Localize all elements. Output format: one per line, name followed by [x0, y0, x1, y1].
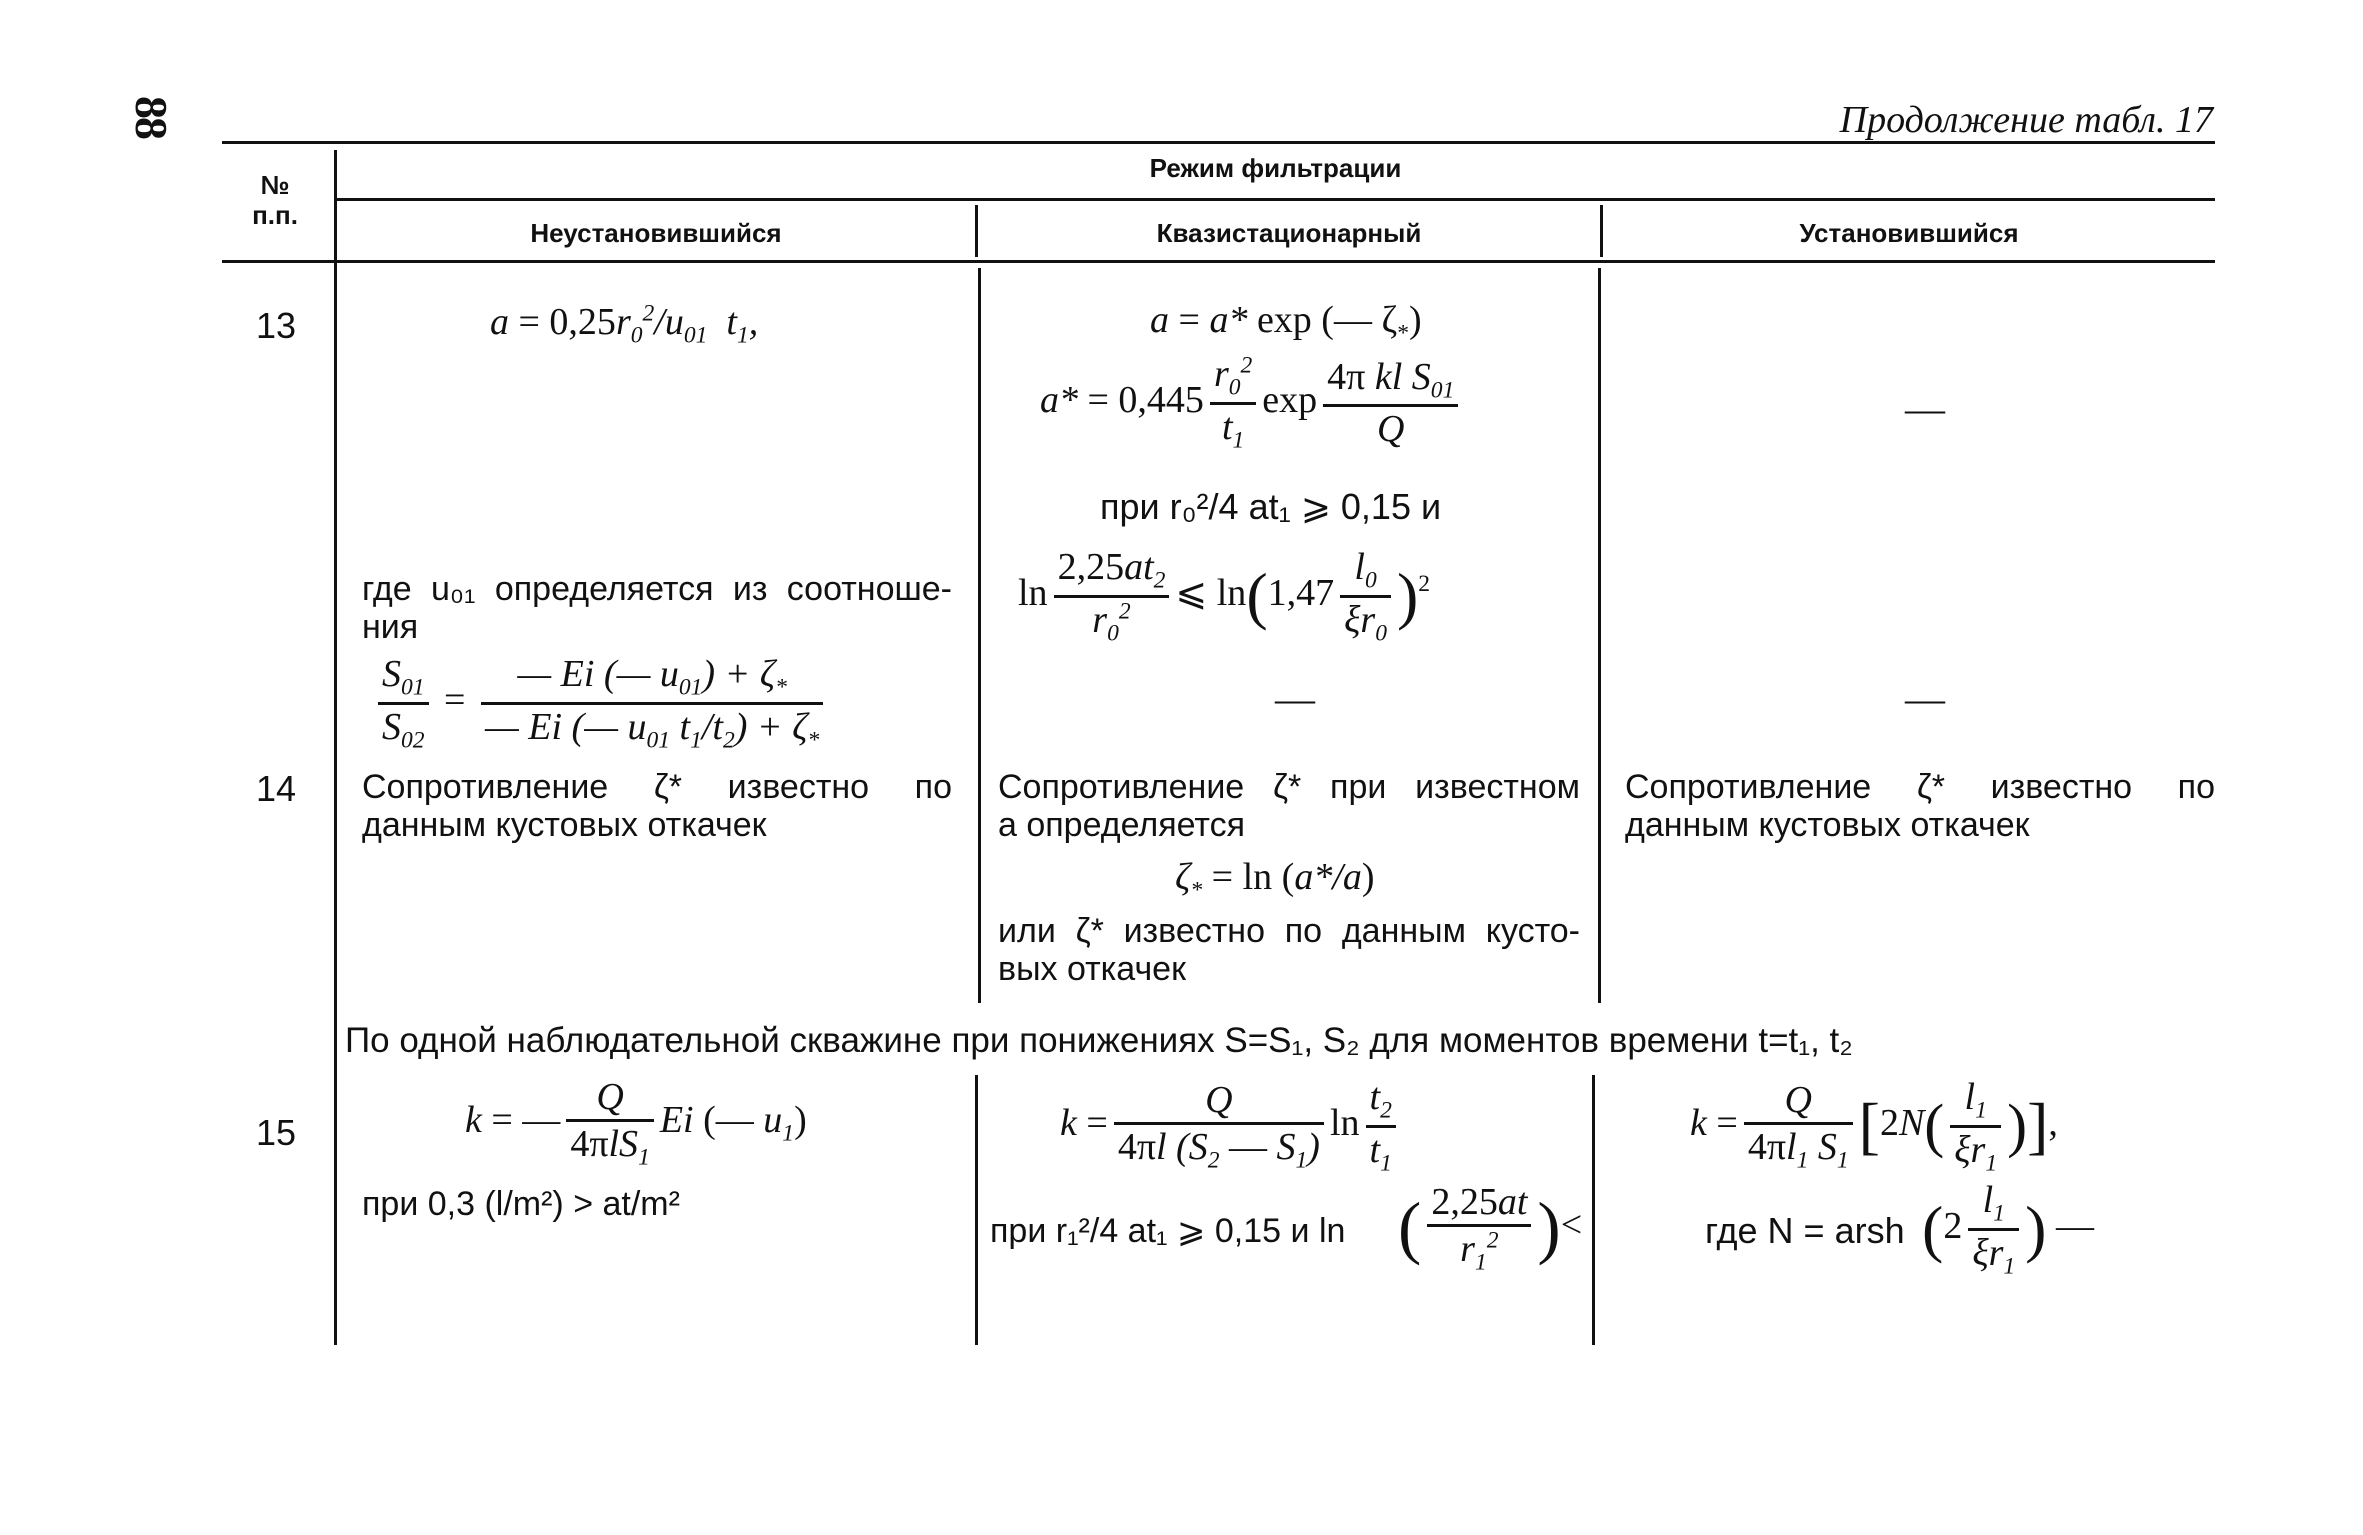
row-13-condition: при r₀²/4 at₁ ⩾ 0,15 и — [1100, 486, 1442, 527]
row-13-formula-ln: ln $\frac{2,25at_2}{r_0^2}$ ⩽ ln(1,47 $\frac{l_0}{\xi r_0}$ )$^2$ — [1018, 546, 1431, 647]
regime-rule — [336, 198, 2215, 201]
row-14-quasi-line-3: или ζ* известно по данным кусто- — [998, 912, 1580, 950]
row-14-quasi-line-1: Сопротивление ζ* при известном — [998, 768, 1580, 806]
row-14-formula-zeta: $\zeta_* = \ln (a*/a)$ — [1175, 856, 1375, 904]
row-13-formula-a: $a = 0,25r_0^2/u_{01}$ $t_1$, — [490, 300, 759, 349]
row-14-unsteady-line-2: данным кустовых откачек — [362, 806, 767, 844]
row-15-quasi-condition-frac: ( $\frac{2,25at}{r_1^2}$ )< — [1398, 1181, 1583, 1276]
row-14-quasi-line-2: a определяется — [998, 806, 1245, 844]
top-rule — [222, 141, 2215, 144]
row-15-quasi-condition: при r₁²/4 at₁ ⩾ 0,15 и ln — [990, 1212, 1346, 1250]
page-number: 88 — [126, 96, 177, 138]
row-15-span-note: По одной наблюдательной скважине при понижениях S=S₁, S₂ для моментов времени t=t₁, t₂ — [345, 1021, 1853, 1060]
row-15-steady-where-expr: (2 $\frac{l_1}{\xi r_1}$ ) — — [1922, 1179, 2094, 1280]
col-divider-2-b — [1592, 1075, 1595, 1345]
row-13-number: 13 — [256, 305, 297, 346]
row-15-formula-k-unsteady: k = — $\frac{Q}{4\pi lS_1}$ Ei (— $u_1$) — [465, 1076, 807, 1171]
row-14-steady-line-2: данным кустовых откачек — [1625, 806, 2030, 844]
row-13-where: где u₀₁ определяется из соотноше- — [362, 570, 952, 608]
row-15-formula-k-steady: k = $\frac{Q}{4\pi l_1 S_1}$ [2N( $\frac{l_1}{\xi r_1}$ )], — [1690, 1076, 2058, 1177]
header-col-unsteady: Неустановившийся — [530, 218, 782, 248]
row-13-formula-a-star: a = a* exp (— $\zeta_*$) — [1150, 299, 1422, 347]
row-13-steady-dash-1: — — [1905, 386, 1945, 431]
row-15-steady-where: где N = arsh — [1705, 1210, 1905, 1251]
row-15-number: 15 — [256, 1112, 297, 1153]
header-col-steady: Установившийся — [1799, 218, 2019, 248]
row-13-formula-ratio: $\frac{S_{01}}{S_{02}}$ = $\frac{— Ei (— u_{01}) + \zeta_*}{— Ei (— u_{01} t_1/t_2) + \zeta_*}$ — [372, 652, 829, 754]
row-15-unsteady-condition: при 0,3 (l/m²) > at/m² — [362, 1185, 680, 1223]
row-15-formula-k-quasi: k = $\frac{Q}{4\pi l (S_2 — S_1)}$ ln $\frac{t_2}{t_1}$ — [1060, 1075, 1402, 1177]
row-14-quasi-line-4: вых откачек — [998, 950, 1186, 988]
header-col-quasi: Квазистационарный — [1156, 218, 1422, 248]
col-divider-2-a — [1598, 268, 1601, 1003]
header-regime-title: Режим фильтрации — [1149, 153, 1402, 183]
table-caption: Продолжение табл. 17 — [1839, 99, 2213, 141]
col-divider-1-a — [978, 268, 981, 1003]
row-13-formula-a-star-def: a* = 0,445 $\frac{r_0^2}{t_1}$ exp $\frac{4\pi kl S_{01}}{Q}$ — [1040, 352, 1464, 454]
row-14-steady-line-1: Сопротивление ζ* известно по — [1625, 768, 2215, 806]
col-divider-0 — [334, 150, 337, 1345]
col-divider-1-b — [975, 1075, 978, 1345]
header-num-col: № п.п. — [252, 170, 298, 230]
row-13-where-2: ния — [362, 608, 419, 646]
row-14-unsteady-line-1: Сопротивление ζ* известно по — [362, 768, 952, 806]
row-13-quasi-dash: — — [1275, 676, 1315, 721]
header-bottom-rule — [222, 260, 2215, 263]
row-14-number: 14 — [256, 768, 297, 809]
row-13-steady-dash-2: — — [1905, 676, 1945, 721]
